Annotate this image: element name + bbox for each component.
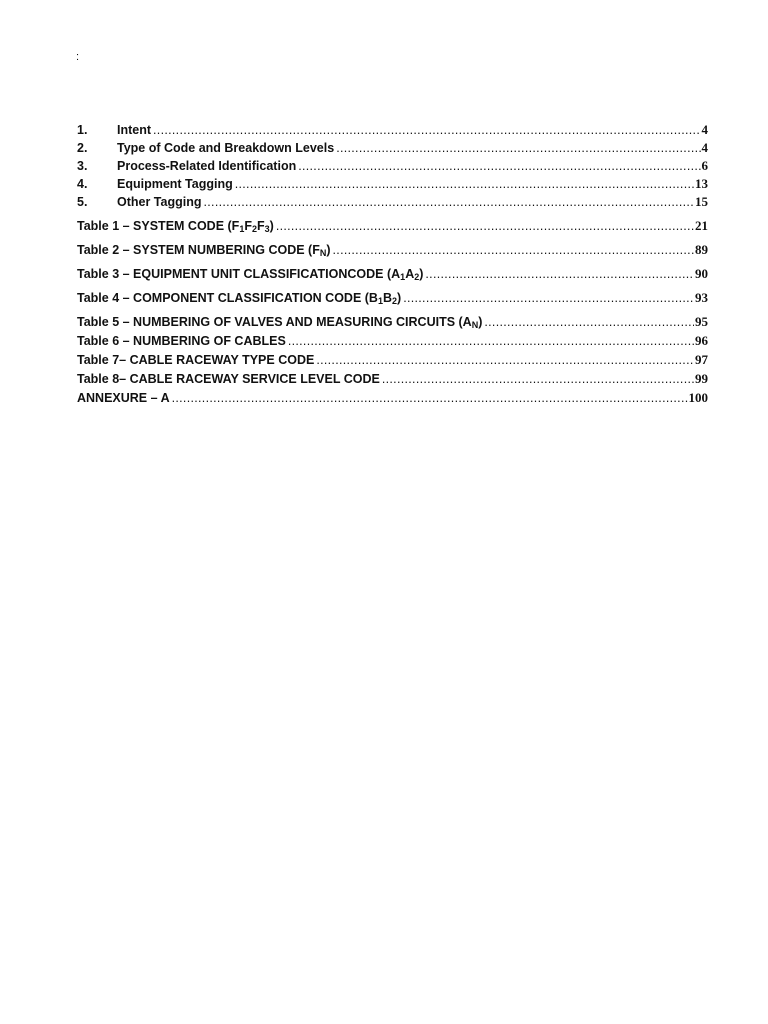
toc-entry-table-2[interactable] (77, 240, 708, 258)
toc-entry-page: 90 (695, 266, 708, 281)
toc-entry-table-4[interactable] (77, 288, 708, 306)
toc-entry-label: Other Tagging (117, 195, 202, 209)
toc-entry-page: 4 (701, 140, 708, 155)
dot-leader (204, 194, 695, 210)
toc-entry-table-5[interactable] (77, 312, 708, 330)
toc-entry-equipment-tagging[interactable] (77, 174, 708, 192)
toc-entry-page: 95 (695, 314, 708, 329)
toc-entry-annexure-a[interactable] (77, 388, 708, 406)
toc-entry-number: 5. (77, 195, 88, 209)
toc-entry-label: Table 6 – NUMBERING OF CABLES (77, 334, 286, 348)
toc-entry-page: 99 (695, 371, 708, 386)
dot-leader (336, 140, 700, 156)
toc-entry-label: Table 7– CABLE RACEWAY TYPE CODE (77, 353, 315, 367)
toc-entry-intent[interactable] (77, 120, 708, 138)
dot-leader (425, 266, 694, 282)
toc-entry-number: 4. (77, 177, 88, 191)
toc-entry-page: 97 (695, 352, 708, 367)
toc-entry-page: 93 (695, 290, 708, 305)
toc-entry-page: 96 (695, 333, 708, 348)
toc-entry-label: Equipment Tagging (117, 177, 233, 191)
toc-entry-number: 3. (77, 159, 88, 173)
toc-entry-table-3[interactable] (77, 264, 708, 282)
toc-entry-label: Table 2 – SYSTEM NUMBERING CODE $(F_N)$ (77, 243, 331, 258)
dot-leader (403, 290, 694, 306)
toc-entry-number: 2. (77, 141, 88, 155)
toc-entry-label: Intent (117, 123, 152, 137)
dot-leader (333, 242, 694, 258)
toc-entry-table-1[interactable] (77, 216, 708, 234)
toc-entry-label: Table 5 – NUMBERING OF VALVES AND MEASURING CIRCUITS $(A_N)$ (77, 315, 483, 330)
toc-entry-table-6[interactable] (77, 331, 708, 349)
dot-leader (235, 176, 694, 192)
dot-leader (484, 314, 694, 330)
toc-entry-type-of-code[interactable] (77, 138, 708, 156)
dot-leader (288, 333, 694, 349)
dot-leader (316, 352, 694, 368)
dot-leader (172, 390, 688, 406)
table-of-contents (77, 120, 708, 406)
toc-entry-page: 15 (695, 194, 708, 209)
dot-leader (153, 122, 700, 138)
toc-entry-table-8[interactable] (77, 369, 708, 387)
toc-entry-other-tagging[interactable] (77, 192, 708, 210)
toc-entry-page: 21 (695, 218, 708, 233)
toc-entry-page: 100 (688, 390, 708, 405)
toc-entry-table-7[interactable] (77, 350, 708, 368)
dot-leader (382, 371, 694, 387)
toc-entry-label: Table 1 – SYSTEM CODE $(F_1F_2F_3)$ (77, 219, 274, 234)
toc-entry-page: 4 (701, 122, 708, 137)
toc-entry-label: Type of Code and Breakdown Levels (117, 141, 335, 155)
toc-entry-page: 13 (695, 176, 708, 191)
toc-entry-label: Table 3 – EQUIPMENT UNIT CLASSIFICATIONCODE $(A_1A_2)$ (77, 267, 424, 282)
toc-entry-page: 89 (695, 242, 708, 257)
toc-entry-label: Process-Related Identification (117, 159, 297, 173)
toc-entry-number: 1. (77, 123, 88, 137)
toc-entry-process-related[interactable] (77, 156, 708, 174)
toc-entry-label: ANNEXURE – A (77, 391, 170, 405)
toc-entry-page: 6 (701, 158, 708, 173)
dot-leader (298, 158, 700, 174)
dot-leader (276, 218, 694, 234)
stray-mark: : (76, 51, 80, 63)
toc-entry-label: Table 8– CABLE RACEWAY SERVICE LEVEL CODE (77, 372, 380, 386)
toc-entry-label: Table 4 – COMPONENT CLASSIFICATION CODE $(B_1B_2)$ (77, 291, 402, 306)
